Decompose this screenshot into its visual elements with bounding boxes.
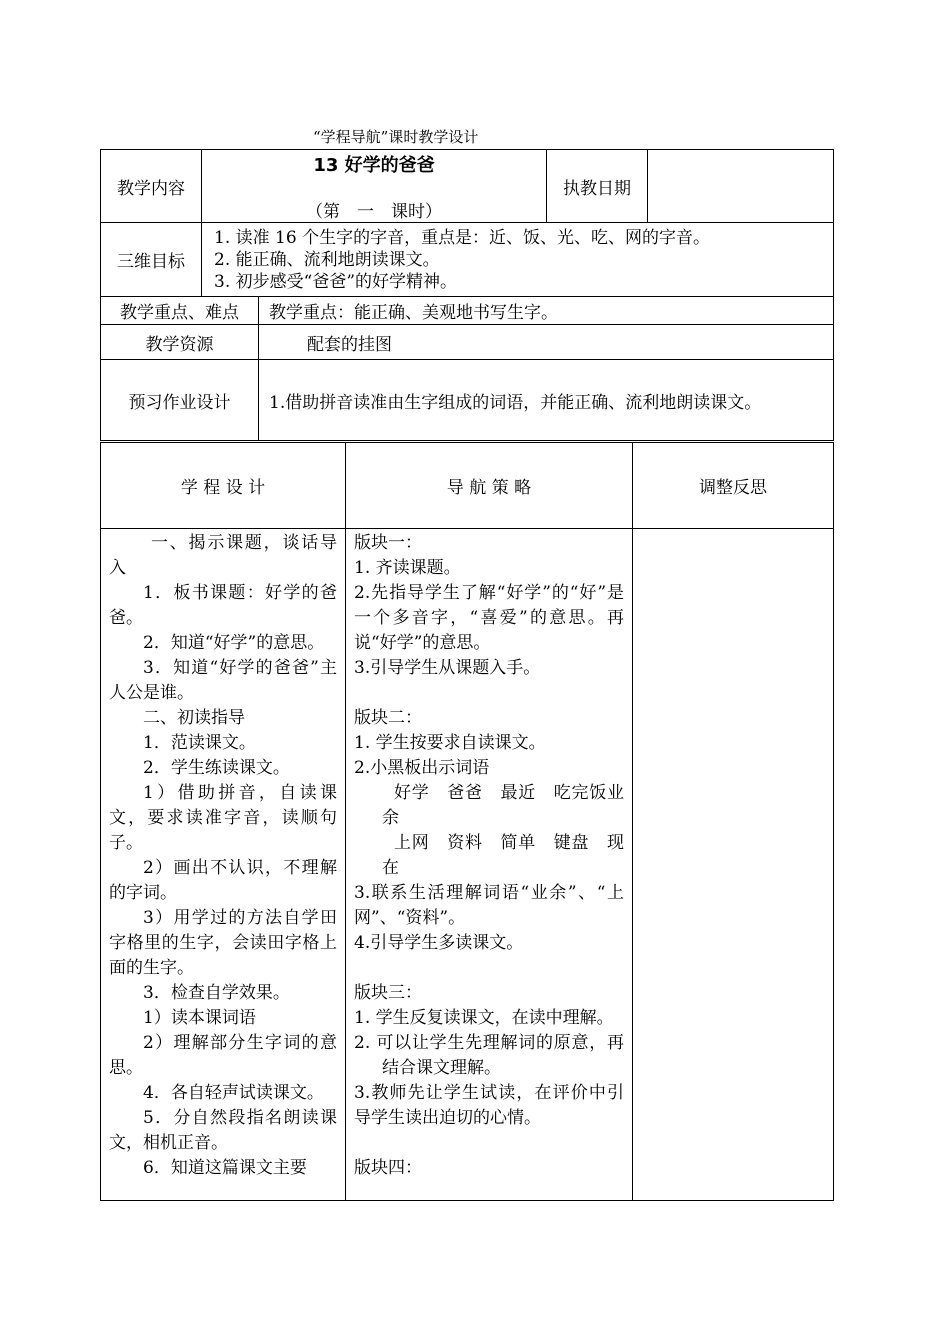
goals-list: [202, 223, 834, 297]
lesson-design-table: [100, 442, 834, 1201]
resources-label: 教学资源: [101, 325, 259, 360]
design-line: 5．分自然段指名朗读课文，相机正音。: [109, 1108, 337, 1153]
goal-item: 3. 初步感受“爸爸”的好学精神。: [214, 271, 458, 292]
word-list: 上网 资料 简单 键盘 现在: [382, 833, 624, 878]
goals-label: 三维目标: [101, 223, 202, 297]
lesson-period: （第 一 课时）: [306, 201, 442, 222]
design-line: 1）借助拼音，自读课文，要求读准字音，读顺句子。: [109, 783, 337, 853]
reflect-column: [633, 529, 834, 1201]
design-line: 3．检查自学效果。: [143, 983, 290, 1003]
strategy-line: 3.引导学生从课题入手。: [354, 658, 541, 678]
goal-item: 2. 能正确、流利地朗读课文。: [214, 249, 440, 270]
design-line: 3）用学过的方法自学田字格里的生字，会读田字格上面的生字。: [109, 908, 337, 978]
strategy-line: 2.小黑板出示词语: [354, 758, 490, 778]
lesson-header-table: [100, 149, 834, 297]
content-label: 教学内容: [101, 150, 202, 223]
design-line: 2．知道“好学”的意思。: [143, 633, 325, 653]
strategy-column: [346, 529, 633, 1201]
strategy-line: 1. 学生反复读课文，在读中理解。: [354, 1008, 614, 1028]
strategy-line: 3.联系生活理解词语“业余”、“上网”、“资料”。: [354, 883, 624, 928]
word-list: 好学 爸爸 最近 吃完饭业余: [382, 783, 624, 828]
block-title: 版块二：: [354, 708, 422, 728]
strategy-line: 2.先指导学生了解“好学”的“好”是一个多音字，“喜爱”的意思。再说“好学”的意思。: [354, 583, 624, 653]
column-strategy-header: 导 航 策 略: [346, 443, 633, 529]
strategy-line: 1. 齐读课题。: [354, 558, 461, 578]
preview-label: 预习作业设计: [101, 360, 259, 441]
block-title: 版块四：: [354, 1158, 422, 1178]
focus-value: 教学重点：能正确、美观地书写生字。: [259, 297, 834, 325]
strategy-line: 1. 学生按要求自读课文。: [354, 733, 546, 753]
design-line: 2）理解部分生字词的意思。: [109, 1033, 337, 1078]
design-line: 6．知道这篇课文主要: [143, 1158, 307, 1178]
goal-item: 1. 读准 16 个生字的字音，重点是：近、饭、光、吃、网的字音。: [214, 227, 711, 248]
design-line: 2）画出不认识，不理解的字词。: [109, 858, 337, 903]
document-title: “学程导航”课时教学设计: [313, 128, 479, 146]
column-reflect-header: 调整反思: [633, 443, 834, 529]
design-line: 二、初读指导: [143, 708, 245, 728]
strategy-line: 2. 可以让学生先理解词的原意，再结合课文理解。: [354, 1033, 624, 1078]
date-value: [648, 150, 834, 223]
design-line: 1．板书课题：好学的爸爸。: [109, 583, 337, 628]
design-line: 4．各自轻声试读课文。: [143, 1083, 324, 1103]
column-design-header: 学 程 设 计: [101, 443, 346, 529]
preview-value: 1.借助拼音读准由生字组成的词语，并能正确、流利地朗读课文。: [259, 360, 834, 441]
strategy-line: 4.引导学生多读课文。: [354, 933, 524, 953]
lesson-title-cell: [202, 150, 547, 223]
focus-label: 教学重点、难点: [101, 297, 259, 325]
design-line: 一、揭示课题，谈话导入: [109, 533, 337, 578]
lesson-info-table: [100, 296, 834, 441]
resources-value: 配套的挂图: [259, 325, 834, 360]
block-title: 版块三：: [354, 983, 422, 1003]
block-title: 版块一：: [354, 533, 422, 553]
lesson-title: 13 好学的爸爸: [313, 154, 435, 176]
design-column: [101, 529, 346, 1201]
design-line: 3．知道“好学的爸爸”主人公是谁。: [109, 658, 337, 703]
design-line: 1．范读课文。: [143, 733, 256, 753]
date-label: 执教日期: [547, 150, 648, 223]
strategy-line: 3.教师先让学生试读，在评价中引导学生读出迫切的心情。: [354, 1083, 624, 1128]
design-line: 1）读本课词语: [143, 1008, 256, 1028]
design-line: 2．学生练读课文。: [143, 758, 290, 778]
